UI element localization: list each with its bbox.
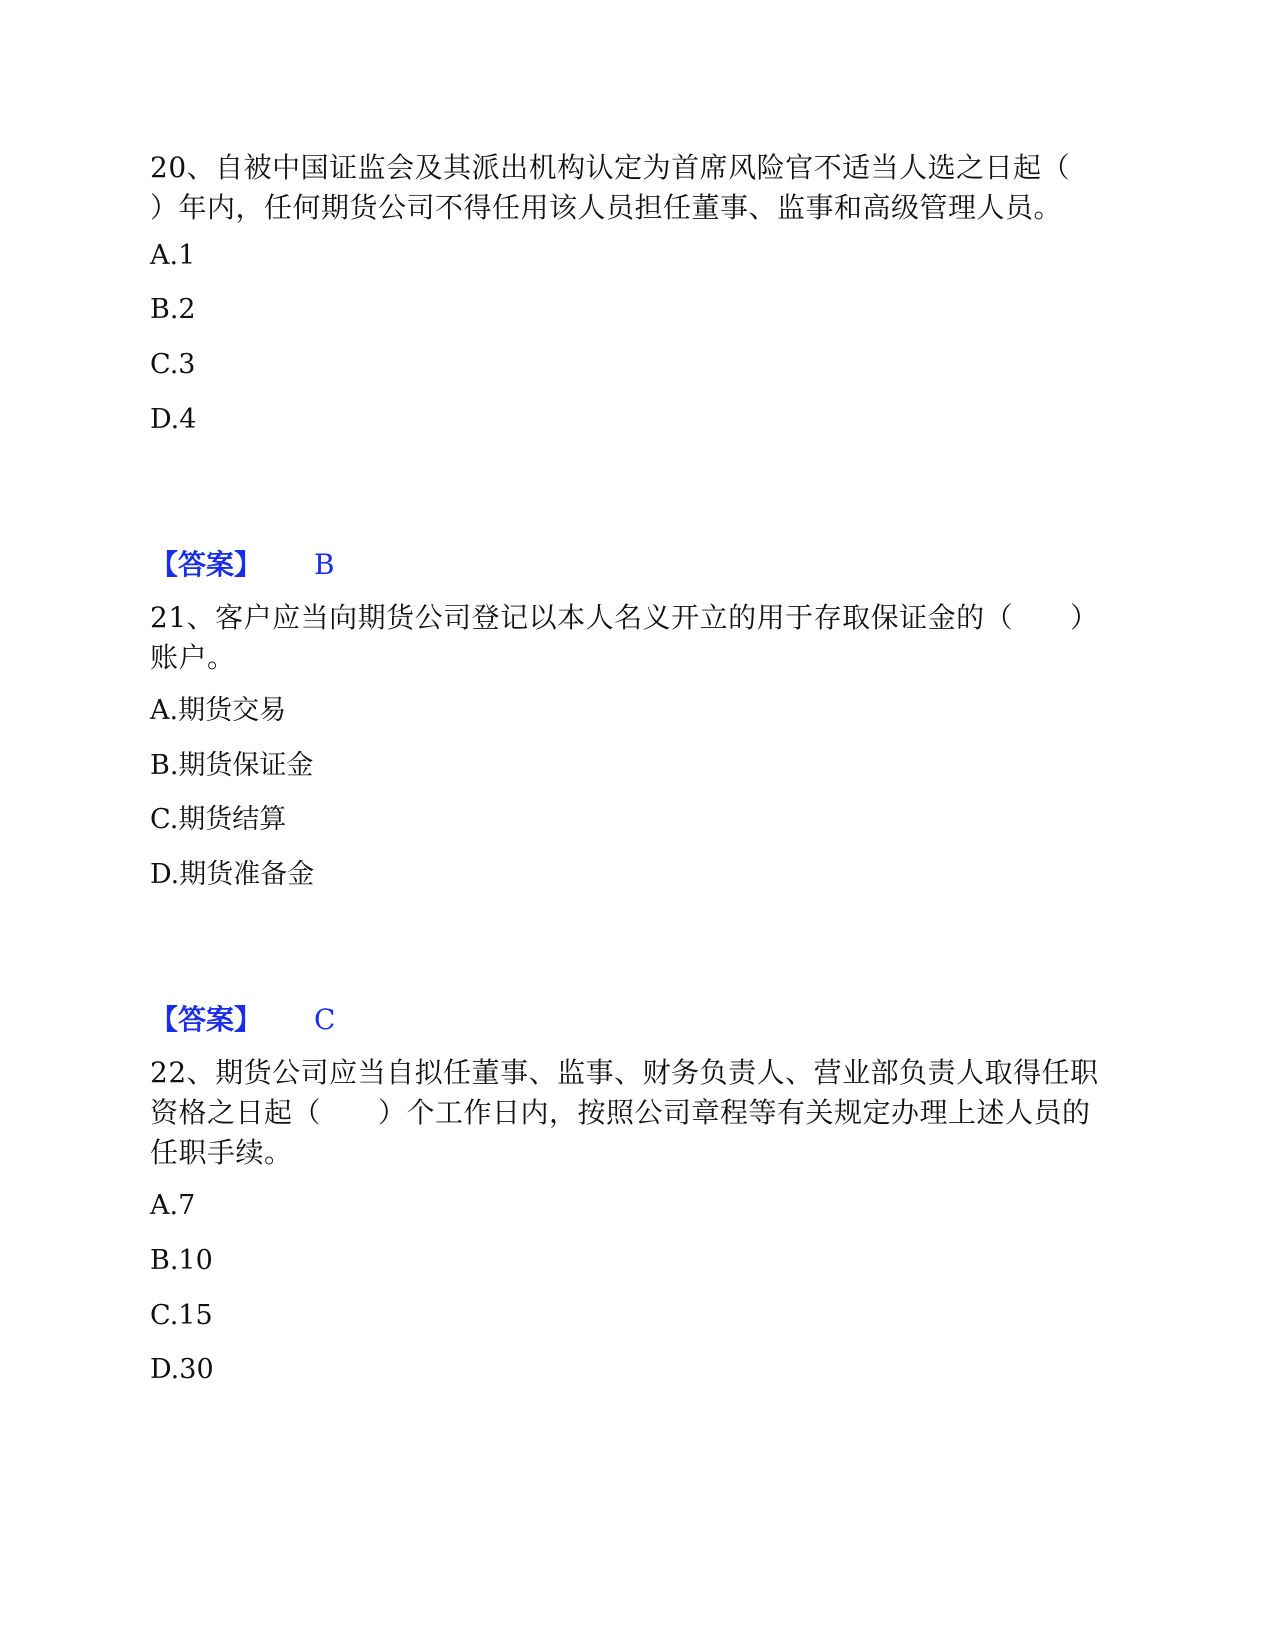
answer-20 — [150, 545, 335, 585]
answer-value: B — [314, 548, 335, 581]
question-21-option-a: A.期货交易 — [150, 695, 287, 726]
question-22-option-b: B.10 — [150, 1245, 213, 1276]
question-20-text-line-1: 20、自被中国证监会及其派出机构认定为首席风险官不适当人选之日起（ — [150, 151, 1071, 184]
answer-21 — [150, 1000, 335, 1040]
question-20-option-d: D.4 — [150, 404, 197, 435]
question-22-text-line-3: 任职手续。 — [150, 1136, 293, 1169]
question-20-text-line-2: ）年内，任何期货公司不得任用该人员担任董事、监事和高级管理人员。 — [150, 191, 1063, 224]
question-21-option-b: B.期货保证金 — [150, 750, 314, 781]
question-22-option-c: C.15 — [150, 1300, 213, 1331]
question-22-option-d: D.30 — [150, 1354, 214, 1385]
question-20-option-b: B.2 — [150, 294, 196, 325]
question-20-option-c: C.3 — [150, 349, 196, 380]
question-20-option-a: A.1 — [150, 240, 196, 271]
question-21-text-line-1: 21、客户应当向期货公司登记以本人名义开立的用于存取保证金的（ ） — [150, 601, 1099, 634]
question-22-text-line-1: 22、期货公司应当自拟任董事、监事、财务负责人、营业部负责人取得任职 — [150, 1056, 1099, 1089]
question-22-text-line-2: 资格之日起（ ）个工作日内，按照公司章程等有关规定办理上述人员的 — [150, 1096, 1091, 1129]
question-21-text-line-2: 账户。 — [150, 641, 236, 674]
answer-label: 【答案】 — [150, 1003, 263, 1036]
question-21-option-d: D.期货准备金 — [150, 859, 315, 890]
question-22-option-a: A.7 — [150, 1190, 196, 1221]
answer-label: 【答案】 — [150, 548, 263, 581]
answer-value: C — [314, 1003, 336, 1036]
question-21-option-c: C.期货结算 — [150, 804, 287, 835]
